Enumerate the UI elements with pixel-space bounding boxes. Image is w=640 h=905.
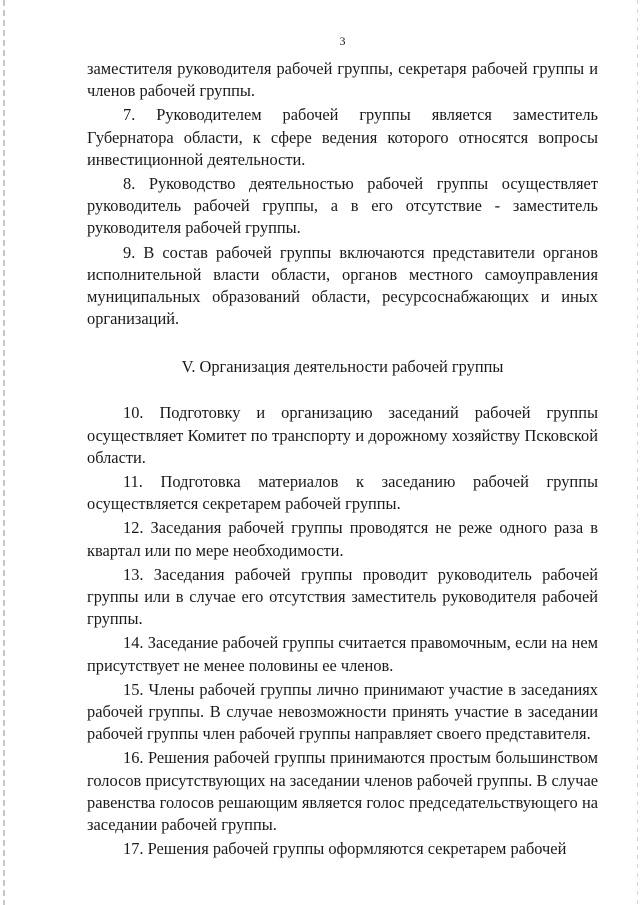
paragraph-11: 11. Подготовка материалов к заседанию рабочей группы осуществляется секретарем рабочей группы. [87, 472, 598, 514]
scan-edge-right [637, 0, 638, 905]
scan-edge-left [3, 0, 5, 905]
paragraph-16: 16. Решения рабочей группы принимаются простым большинством голосов присутствующих на заседании членов рабочей группы. В случае равенства голосов решающим является голос председательствующего на заседании рабочей группы. [87, 748, 598, 835]
paragraph-17: 17. Решения рабочей группы оформляются секретарем рабочей [123, 839, 567, 859]
section-heading: V. Организация деятельности рабочей группы [181, 357, 504, 377]
paragraph-13: 13. Заседания рабочей группы проводит руководитель рабочей группы или в случае его отсутствия заместитель руководителя рабочей группы. [87, 564, 598, 629]
paragraph-7: 7. Руководителем рабочей группы является заместитель Губернатора области, к сфере ведения которого относятся вопросы инвестиционной деятельности. [87, 105, 598, 169]
paragraph-15: 15. Члены рабочей группы лично принимают участие в заседаниях рабочей группы. В случае невозможности принять участие в заседании рабочей группы член рабочей группы направляет своего представителя. [87, 679, 598, 744]
page-number: 3 [339, 34, 346, 48]
paragraph-9: 9. В состав рабочей группы включаются представители органов исполнительной власти области, органов местного самоуправления муниципальных образований области, ресурсоснабжающих и иных организаций. [87, 242, 598, 329]
paragraph-8: 8. Руководство деятельностью рабочей группы осуществляет руководитель рабочей группы, а в его отсутствие - заместитель руководителя рабочей группы. [87, 174, 598, 238]
paragraph-14: 14. Заседание рабочей группы считается правомочным, если на нем присутствует не менее половины ее членов. [87, 633, 598, 675]
paragraph-10: 10. Подготовку и организацию заседаний рабочей группы осуществляет Комитет по транспорту и дорожному хозяйству Псковской области. [87, 403, 598, 467]
paragraph-12: 12. Заседания рабочей группы проводятся не реже одного раза в квартал или по мере необходимости. [87, 518, 598, 560]
paragraph-continuation: заместителя руководителя рабочей группы, секретаря рабочей группы и членов рабочей группы. [87, 59, 598, 101]
